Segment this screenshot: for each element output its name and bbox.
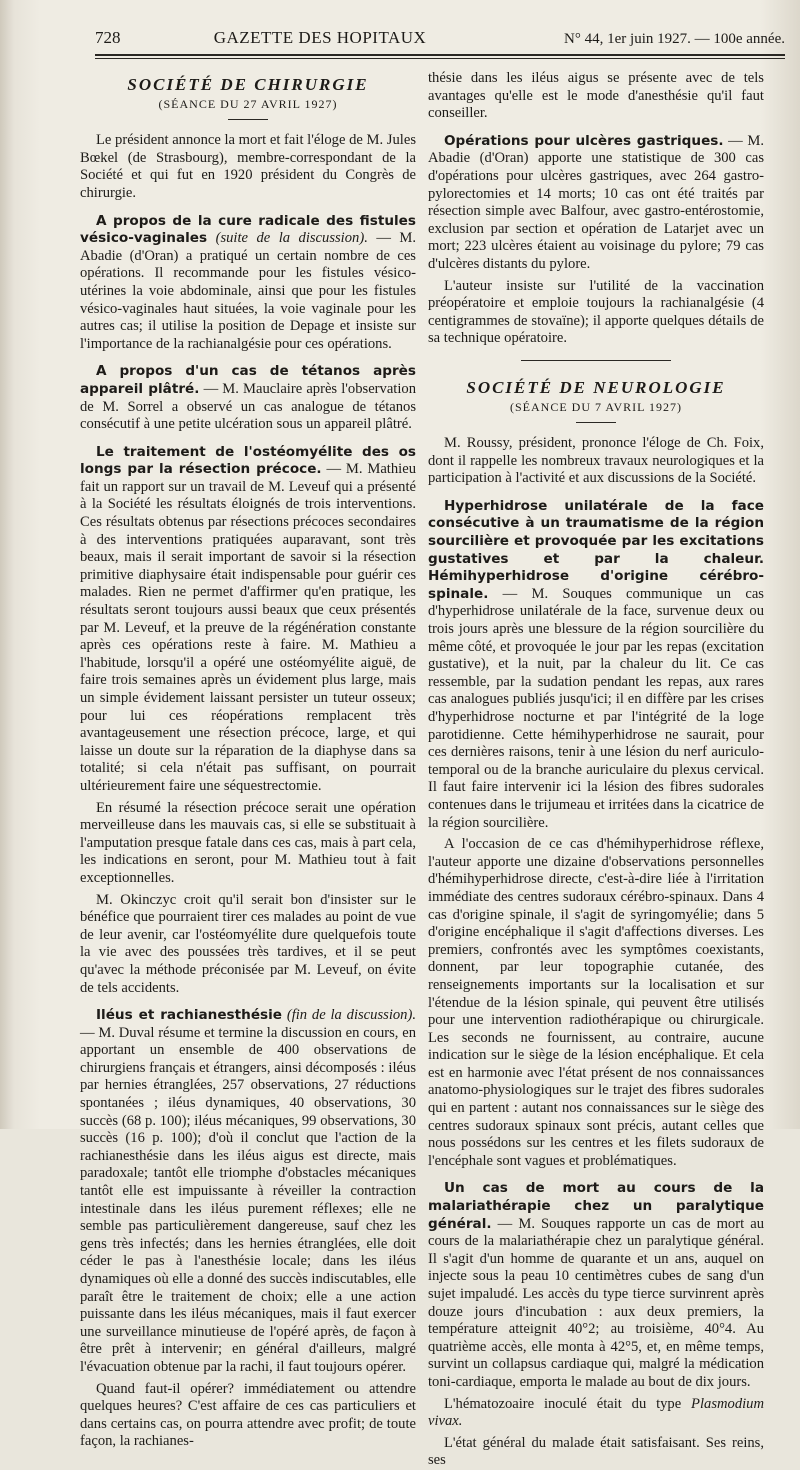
paragraph-title: Un cas de mort au cours de la malariathérapie chez un paralytique général. (428, 1180, 764, 1232)
paragraph-ileus-quand: Quand faut-il opérer? immédiatement ou attendre quelques heures? C'est affaire de ces cas particuliers et dans certains cas, on pourra attendre avec profit; de toute façon, la rachianes- (80, 1380, 416, 1450)
paragraph-ulceres-vaccination: L'auteur insiste sur l'utilité de la vaccination préopératoire et emploie toujours la rachianalgésie (4 centigrammes de stovaïne); il apporte quelques détails de sa technique opératoire. (428, 277, 764, 347)
paragraph-hyperhidrose (428, 498, 764, 832)
paragraph-osteomyelite-resume: En résumé la résection précoce serait une opération merveilleuse dans les mauvais cas, si elle se substituait à l'amputation presque fatale dans ces cas, mais à part cela, les indications en seront, pour M. Mathieu tout à fait exceptionnelles. (80, 799, 416, 886)
paragraph-osteomyelite (80, 444, 416, 796)
issue-info: N° 44, 1er juin 1927. — 100e année. (564, 31, 785, 47)
paragraph-body: L'hématozoaire inoculé était du type (444, 1395, 682, 1412)
paragraph-title: Hyperhidrose unilatérale de la face consécutive à un traumatisme de la région sourcilière et provoquée par les excitations gustatives et par la chaleur. Hémihyperhidrose d'origine cérébro-spinale. (428, 497, 764, 602)
paragraph-body: — M. Mauclaire après l'observation de M. Sorrel a observé un cas analogue de tétanos consécutif à une petite ulcération sous un appareil plâtré. (80, 380, 417, 433)
section-divider (576, 422, 616, 423)
section-session-date: (SÉANCE DU 7 AVRIL 1927) (509, 399, 682, 414)
right-column (428, 70, 765, 1469)
paragraph-ulceres (428, 133, 764, 274)
paragraph-title: Iléus et rachianesthésie (96, 1007, 283, 1024)
paragraph-title: A propos de la cure radicale des fistules vésico-vaginales (80, 212, 416, 247)
page-number: 728 (95, 28, 121, 47)
header-rule (95, 54, 785, 56)
paragraph-hemihyperhidrose: A l'occasion de ce cas d'hémihyperhidrose réflexe, l'auteur apporte une dizaine d'observations personnelles d'hémihyperhidrose directe, c'est-à-dire liée à l'irritation immédiate des centres sudoraux cérébro-spinaux. Dans 4 cas d'origine spinale, il s'agit de syringomyélie; dans 5 d'origine encéphalique il s'agit d'affections diverses. Les premiers, confrontés avec les symptômes coexistants, donnent, par leur topographie cutanée, des renseignements importants sur la localisation et sur l'étendue de la lésion spinale, qui peuvent être utilisés pour une intervention radiothérapique ou chirurgicale. Les seconds ne fournissent, au contraire, aucune indication sur le siège de la lésion encéphalique. Et cela est en harmonie avec l'état présent de nos connaissances anatomo-physiologiques sur le trajet des fibres sudorales qui en partent : autant nos connaissances sur le siège des centres sudoraux spinaux sont précis, autant celles que nous possédons sur les centres et les filets sudoraux de l'encéphale sont vagues et problématiques. (428, 836, 764, 1169)
paragraph-body: — M. Abadie (d'Oran) a pratiqué un certain nombre de ces opérations. Il recommande pour les fistules vésico-utérines la voie abdominale, ainsi que pour les fistules vésico-vaginales haut situées, la voie vaginale pour les autres cas; il utilise la position de Depage et insiste sur l'importance de la rachianalgésie pour ces opérations. (80, 230, 416, 352)
paragraph-body: — M. Souques rapporte un cas de mort au cours de la malariathérapie chez un paralytique général. Il s'agit d'un homme de quarante et un ans, auquel on injecte sous la peau 10 centimètres cubes de sang d'un sujet impaludé. Les accès du type tierce survinrent après douze jours d'incubation : aux deux premiers, la température atteignit 40°2; au troisième, 40°4. Au quatrième accès, elle monta à 42°5, et, en même temps, survint un collapsus cardiaque qui, malgré la médication toni-cardiaque, emporta le malade au bout de dix jours. (428, 1215, 764, 1390)
paragraph-continuation: thésie dans les iléus aigus se présente avec de tels avantages qu'elle est le mode d'anesthésie qu'il faut conseiller. (428, 70, 764, 122)
paragraph-note: (fin de la discussion). (286, 1007, 416, 1024)
paragraph-body: — M. Abadie (d'Oran) apporte une statistique de 300 cas d'opérations pour ulcères gastriques, avec 264 gastro-pylorectomies et 14 morts; 10 cas ont été traités par résection simple avec Balfour, avec gastro-entérostomie, exclusion par section et opération de Latarjet avec un mort; 223 ulcères étaient au voisinage du pylore; 79 cas d'ulcères distants du pylore. (428, 132, 764, 272)
paragraph-body: — M. Duval résume et termine la discussion en cours, en apportant un ensemble de 400 observations de chirurgiens français et étrangers, ainsi décomposés : iléus par hernies étranglées, 257 observations, 27 réductions spontanées ; iléus dynamiques, 40 observations, 30 succès (68 p. 100); iléus mécaniques, 99 observations, 30 succès (16 p. 100); d'où il conclut que l'action de la rachianesthésie dans les iléus aigus est directe, mais paradoxale; tantôt elle triomphe d'obstacles mécaniques tantôt elle est impuissante à réveiller la contraction intestinale dans les iléus purement réflexes; elle ne semble pas particulièrement dangereuse, sauf chez les gens très infectés; dans les hernies étranglées, elle doit céder le pas à l'anesthésie locale; dans les iléus dynamiques où elle a donné des succès indiscutables, elle paraît être le traitement de choix; elle a une action puissante dans les iléus mécaniques, mais il faut exercer une surveillance minutieuse de l'opéré après, de façon à être prêt à intervenir; en général d'ailleurs, malgré l'évacuation obtenue par la rachi, il faut toujours opérer. (80, 1024, 416, 1375)
species-name: Plasmodium vivax. (428, 1395, 765, 1430)
section-divider (228, 119, 268, 120)
section-separator (521, 360, 671, 361)
paragraph-hematozoaire (428, 1396, 764, 1431)
paragraph-roussy: M. Roussy, président, prononce l'éloge de Ch. Foix, dont il rappelle les nombreux travaux neurologiques et la participation à l'activité et aux discussions de la Société. (428, 435, 764, 487)
paragraph-okinczyc: M. Okinczyc croit qu'il serait bon d'insister sur le bénéfice que pourraient tirer ces malades au point de vue de leur avenir, car l'ostéomyélite dure quelquefois toute la vie avec des poussées très tardives, et il se peut qu'avec la méthode préconisée par M. Leveuf, on évite de tels accidents. (80, 891, 416, 996)
paragraph-etat-general: L'état général du malade était satisfaisant. Ses reins, ses (428, 1434, 764, 1469)
paragraph-intro: Le président annonce la mort et fait l'éloge de M. Jules Bœkel (de Strasbourg), membre-correspondant de la Société et qui fut en 1920 président du Congrès de chirurgie. (80, 132, 416, 201)
paragraph-title: Opérations pour ulcères gastriques. (444, 132, 724, 149)
paragraph-tetanos (80, 363, 416, 433)
paragraph-title: A propos d'un cas de tétanos après appareil plâtré. (80, 363, 416, 397)
paragraph-body: — M. Mathieu fait un rapport sur un travail de M. Leveuf qui a présenté à la Société les résultats éloignés de trois interventions. Ces résultats obtenus par résections précoces secondaires à des interventions pratiquées auparavant, sont très beaux, mais il serait important de savoir si la résection primitive diaphysaire était indispensable pour guérir ces malades. Rien ne permet d'affirmer qu'en pratique, les résultats seront toujours aussi beaux que ceux présentés par M. Leveuf, et la preuve de la régénération constante après ces opérations reste à faire. M. Mathieu a l'habitude, lorsqu'il a opéré une ostéomyélite aiguë, de faire trois semaines après un évidement plus large, mais un simple évidement laissant persister un tuteur osseux; pour lui ces réopérations remplacent très avantageusement une résection précoce, large, et qui laisse un doute sur la réparation de la diaphyse dans sa totalité; si cela n'était pas suffisant, on pourrait ultérieurement faire une séquestrectomie. (80, 461, 416, 794)
header-rule-thin (95, 58, 785, 59)
paragraph-body: — M. Souques communique un cas d'hyperhidrose unilatérale de la face, survenue deux ou trois jours après une blessure de la région sourcilière du même côté, et provoquée le jour par les repas (excitation gustative), et la nuit, par la chaleur du lit. Ce cas ressemble, par la sudation pendant les repas, aux rares cas analogues publiés jusqu'ici; il en diffère par les crises d'hyperhidrose nocturne et par l'intégrité de la loge parotidienne. Cette hémihyperhidrose ne saurait, pour ces dernières raisons, tenir à une lésion du nerf auriculo-temporal ou de la branche auriculaire du plexus cervical. Il faut faire intervenir ici la lésion des fibres sudorales contenues dans le trijumeau et irritées dans la cicatrice de la région sourcilière. (428, 585, 764, 831)
running-header (95, 28, 785, 50)
paragraph-title: Le traitement de l'ostéomyélite des os longs par la résection précoce. (80, 443, 416, 478)
journal-title: GAZETTE DES HOPITAUX (213, 28, 427, 47)
paragraph-fistules (80, 213, 416, 354)
paragraph-ileus (80, 1007, 416, 1376)
section-session-date: (SÉANCE DU 27 AVRIL 1927) (158, 96, 338, 111)
section-title-chirurgie: SOCIÉTÉ DE CHIRURGIE (127, 75, 369, 94)
paragraph-malariatherapie (428, 1180, 764, 1391)
section-title-neurologie: SOCIÉTÉ DE NEUROLOGIE (466, 377, 726, 397)
left-column (80, 70, 417, 1450)
paragraph-note: (suite de la discussion). (215, 230, 368, 247)
